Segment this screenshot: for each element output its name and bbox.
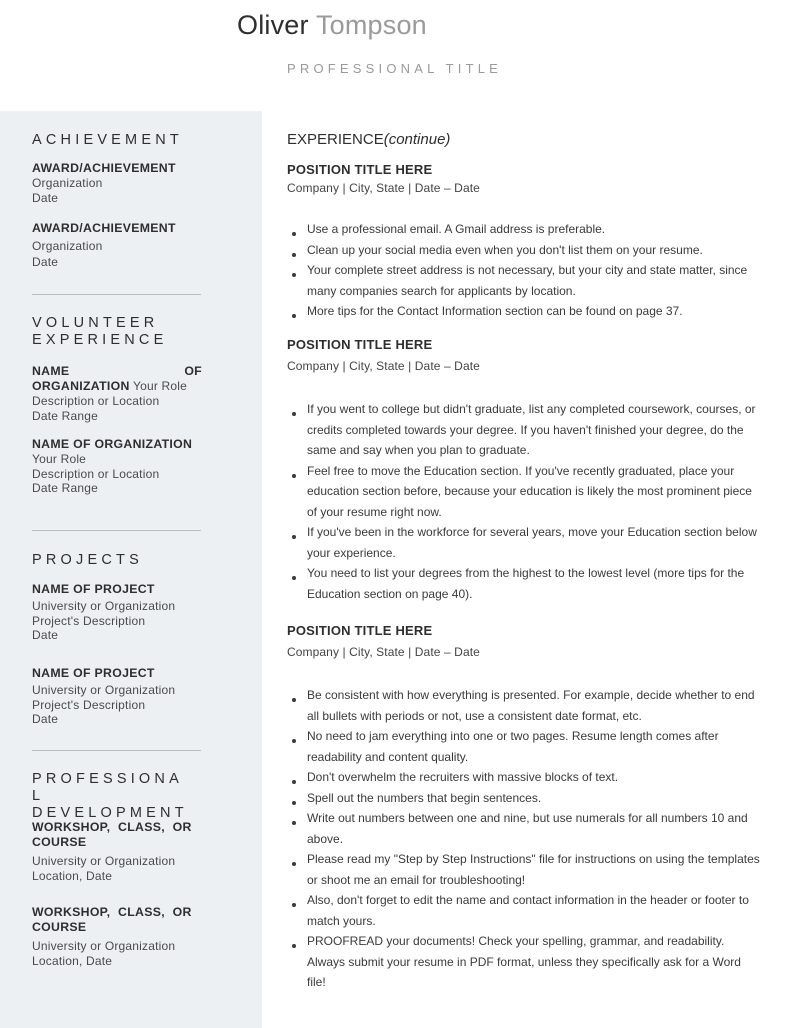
organization-name-line: [32, 364, 202, 379]
project-title: NAME OF PROJECT: [32, 582, 155, 596]
achievement-heading: ACHIEVEMENT: [32, 132, 183, 148]
bullet-item: PROOFREAD your documents! Check your spelling, grammar, and readability. Always submit your resume in PDF format, unless they specifically ask for a Word file!: [287, 931, 762, 993]
volunteer-description: Description or Location: [32, 394, 160, 408]
achievement-org: Organization: [32, 176, 103, 190]
project-item: [32, 666, 202, 727]
project-item: [32, 582, 202, 643]
bullet-item: Your complete street address is not necessary, but your city and state matter, since many companies search for applicants by location.: [287, 260, 762, 301]
projects-section: [32, 552, 202, 569]
project-description: Project's Description: [32, 697, 146, 712]
bullet-item: Use a professional email. A Gmail address is preferable.: [287, 219, 762, 240]
development-location-date: Location, Date: [32, 868, 113, 883]
achievement-title: AWARD/ACHIEVEMENT: [32, 221, 176, 235]
project-description: Project's Description: [32, 613, 146, 628]
candidate-name: [237, 10, 427, 41]
development-item: [32, 820, 202, 883]
development-location-date: Location, Date: [32, 953, 113, 968]
development-heading-line1: PROFESSIONA: [32, 771, 183, 787]
bullet-item: Write out numbers between one and nine, but use numerals for all numbers 10 and above.: [287, 808, 762, 849]
position-subtitle: Company | City, State | Date – Date: [287, 359, 480, 373]
development-title-line2: COURSE: [32, 835, 87, 849]
volunteer-role: Your Role: [32, 452, 87, 466]
bullet-item: Also, don't forget to edit the name and contact information in the header or footer to match yours.: [287, 890, 762, 931]
position-title: POSITION TITLE HERE: [287, 623, 433, 638]
position-bullets: [287, 219, 762, 322]
bullet-item: No need to jam everything into one or two pages. Resume length comes after readability and content quality.: [287, 726, 762, 767]
achievement-item: [32, 221, 202, 270]
development-item: [32, 905, 202, 968]
achievement-date: Date: [32, 255, 59, 269]
project-org: University or Organization: [32, 599, 176, 613]
volunteer-heading-line2: EXPERIENCE: [32, 332, 168, 348]
bullet-item: You need to list your degrees from the highest to the lowest level (more tips for the Education section on page 40).: [287, 563, 762, 604]
volunteer-description: Description or Location: [32, 466, 160, 481]
experience-heading: [287, 131, 762, 148]
position-title: POSITION TITLE HERE: [287, 337, 433, 352]
position-bullets: [287, 399, 762, 604]
development-heading-line3: DEVELOPMENT: [32, 805, 188, 821]
position-entry: [287, 162, 762, 195]
volunteer-date: Date Range: [32, 481, 99, 496]
achievement-org: Organization: [32, 239, 103, 253]
position-title: POSITION TITLE HERE: [287, 162, 433, 177]
experience-heading-suffix: (continue): [383, 131, 451, 148]
sidebar: [0, 111, 262, 1028]
bullet-item: Be consistent with how everything is presented. For example, decide whether to end all bullets with periods or not, use a consistent date format, etc.: [287, 685, 762, 726]
volunteer-role: Your Role: [132, 379, 188, 393]
project-date: Date: [32, 712, 59, 727]
development-org: University or Organization: [32, 854, 176, 868]
project-title: NAME OF PROJECT: [32, 666, 155, 680]
volunteer-item: [32, 364, 202, 423]
achievement-title: AWARD/ACHIEVEMENT: [32, 161, 176, 175]
bullet-item: If you went to college but didn't graduate, list any completed coursework, courses, or credits completed towards your degree. If you haven't finished your degree, do the same and say when you plan to graduate.: [287, 399, 762, 461]
first-name: Oliver: [237, 10, 309, 40]
development-title-line1: WORKSHOP, CLASS, OR: [32, 820, 192, 834]
last-name: Tompson: [315, 10, 427, 40]
achievement-item: [32, 161, 202, 205]
sidebar-divider: [32, 530, 201, 531]
achievement-date: Date: [32, 190, 59, 205]
project-date: Date: [32, 628, 59, 643]
bullet-item: Don't overwhelm the recruiters with massive blocks of text.: [287, 767, 762, 788]
position-bullets: [287, 685, 762, 993]
organization-name-part: OF: [184, 364, 202, 378]
project-org: University or Organization: [32, 683, 176, 697]
experience-heading-text: EXPERIENCE: [287, 131, 384, 148]
development-heading-line2: L: [32, 788, 45, 804]
position-subtitle: Company | City, State | Date – Date: [287, 181, 480, 195]
position-entry: [287, 623, 762, 659]
position-subtitle: Company | City, State | Date – Date: [287, 645, 480, 659]
organization-name: NAME OF ORGANIZATION: [32, 437, 193, 451]
organization-name-part: NAME: [32, 364, 70, 378]
professional-title: PROFESSIONAL TITLE: [287, 61, 503, 76]
development-title-line1: WORKSHOP, CLASS, OR: [32, 905, 192, 919]
bullet-item: Feel free to move the Education section. If you've recently graduated, place your education section before, because your education is likely the most prominent piece of your resume right now.: [287, 461, 762, 523]
development-org: University or Organization: [32, 939, 176, 953]
volunteer-heading-line1: VOLUNTEER: [32, 315, 159, 331]
bullet-item: If you've been in the workforce for several years, move your Education section below your experience.: [287, 522, 762, 563]
volunteer-item: [32, 437, 202, 496]
projects-heading: PROJECTS: [32, 552, 143, 568]
volunteer-section: [32, 315, 202, 349]
sidebar-divider: [32, 294, 201, 295]
bullet-item: Spell out the numbers that begin sentences.: [287, 788, 762, 809]
achievement-section: [32, 132, 202, 149]
organization-name-role-line: [32, 379, 202, 394]
development-title-line2: COURSE: [32, 920, 87, 934]
bullet-item: More tips for the Contact Information section can be found on page 37.: [287, 301, 762, 322]
volunteer-date: Date Range: [32, 408, 99, 423]
organization-name-part: ORGANIZATION: [32, 379, 130, 393]
position-entry: [287, 337, 762, 373]
bullet-item: Clean up your social media even when you don't list them on your resume.: [287, 240, 762, 261]
development-section: [32, 771, 202, 822]
sidebar-divider: [32, 750, 201, 751]
bullet-item: Please read my "Step by Step Instructions" file for instructions on using the templates or shoot me an email for troubleshooting!: [287, 849, 762, 890]
